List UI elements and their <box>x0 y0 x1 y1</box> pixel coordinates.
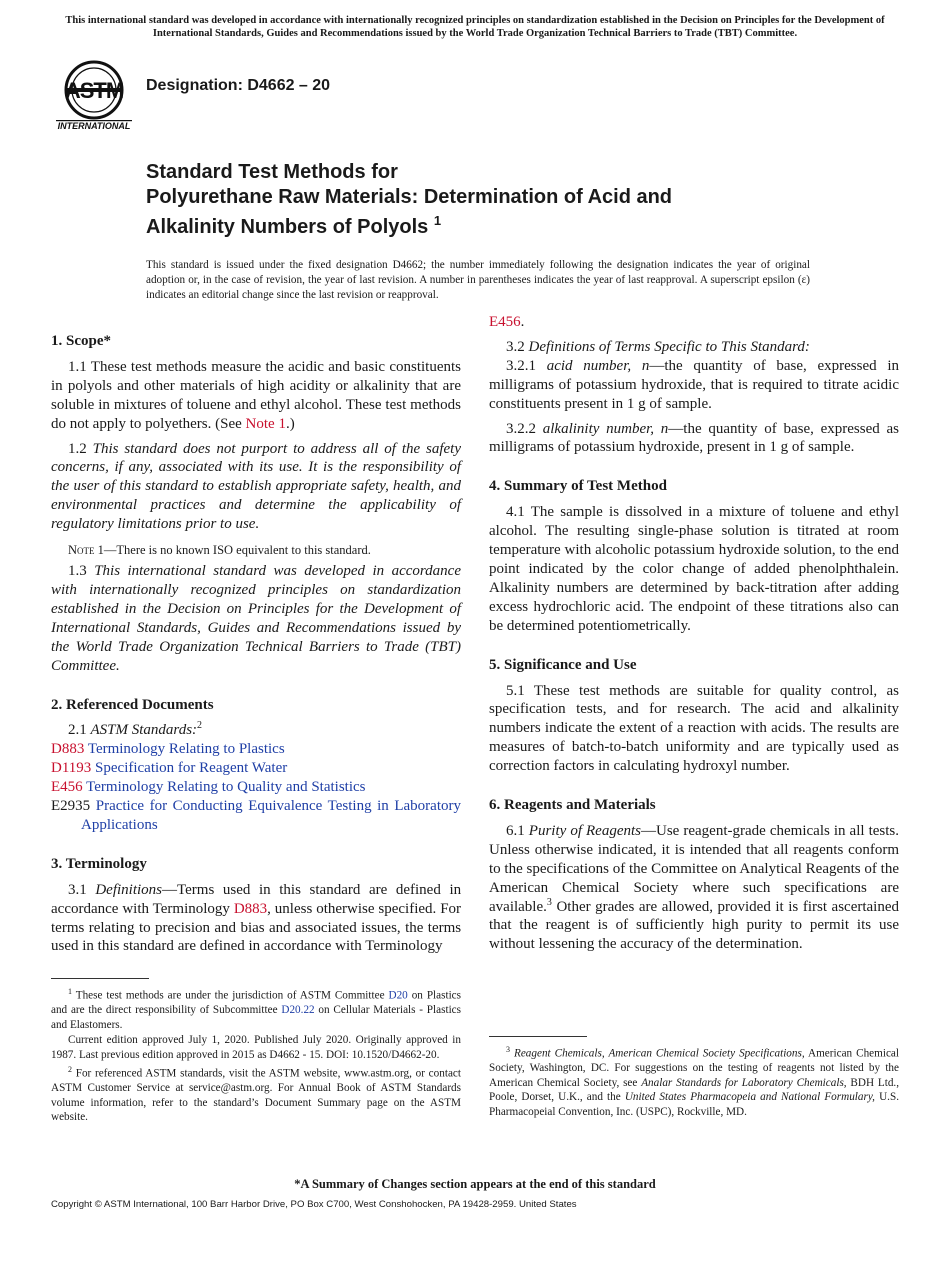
para-3-2: 3.2 Definitions of Terms Specific to This Standard: <box>506 338 810 355</box>
para-5-1: 5.1 These test methods are suitable for quality control, as specification tests, and for research. The acid and alkalinity numbers indicate the extent of a reaction with acids. The results are measures of batch-to-batch uniformity and are typically used as correction factors in calculating hydroxyl number. <box>489 682 899 775</box>
d20-link[interactable]: D20 <box>388 989 408 1002</box>
title-line-1: Standard Test Methods for <box>146 161 398 183</box>
title-footnote-mark: 1 <box>433 213 442 228</box>
footnote-rule-left <box>51 978 149 979</box>
note-1-link[interactable]: Note 1 <box>245 415 286 432</box>
document-title <box>146 160 846 240</box>
left-column <box>51 332 461 956</box>
designation: Designation: D4662 – 20 <box>146 77 331 94</box>
footnote-1: $^1$ These test methods are under the jurisdiction of ASTM Committee D20 on Plastics and are the direct responsibility of Subcommittee D20.22 on Cellular Materials - Plastics and Elastomers. <box>51 987 462 1031</box>
para-6-1: 6.1 Purity of Reagents—Use reagent-grade chemicals in all tests. Unless otherwise indicated, it is intended that all reagents conform to the specifications of the Committee on Analytical Reagents of the American Chemical Society where such specifications are available.$^3$ Other grades are allowed, provided it is first ascertained that the reagent is of sufficiently high purity to permit its use without lessening the accuracy of the determination. <box>489 822 899 953</box>
para-1-3: 1.3 This international standard was developed in accordance with internationally recognized principles on standardization established in the Decision on Principles for the Development of International Standards, Guides and Recommendations issued by the World Trade Organization Technical Barriers to Trade (TBT) Committee. <box>51 563 461 674</box>
ref-d883[interactable]: D883 Terminology Relating to Plastics <box>51 741 285 758</box>
para-1-2: 1.2 This standard does not purport to address all of the safety concerns, if any, associated with its use. It is the responsibility of the user of this standard to establish appropriate safety, health, and environmental practices and determine the applicability of regulatory limitations prior to use. <box>51 440 462 533</box>
logo-subtext: INTERNATIONAL <box>57 121 131 131</box>
section-2-heading: 2. Referenced Documents <box>51 696 214 713</box>
footnote-1-edition: Current edition approved July 1, 2020. Published July 2020. Originally approved in 1987. Last previous edition approved in 2015 as D4662 - 15. DOI: 10.1520/D4662-20. <box>51 1034 461 1061</box>
section-3-heading: 3. Terminology <box>51 855 147 872</box>
d883-link[interactable]: D883 <box>233 900 268 917</box>
section-6-heading: 6. Reagents and Materials <box>489 797 656 814</box>
para-4-1: 4.1 The sample is dissolved in a mixture of toluene and ethyl alcohol. The resulting single-phase solution is titrated at room temperature with alcoholic potassium hydroxide solution, to the end point indicated by the color change of added phenolphthalein. Alkalinity numbers are determined by back-titration after adding excess hydrochloric acid. The endpoint of these titrations also can be determined potentiometrically. <box>489 504 899 634</box>
section-4-heading: 4. Summary of Test Method <box>489 478 667 495</box>
referenced-documents-list <box>51 740 461 835</box>
para-3-1-continued: E456. <box>489 314 525 330</box>
title-line-3: Alkalinity Numbers of Polyols <box>146 216 429 238</box>
copyright: Copyright © ASTM International, 100 Barr Harbor Drive, PO Box C700, West Conshohocken, PA 19428-2959. United States <box>51 1199 577 1210</box>
footnotes-left <box>51 978 461 1126</box>
title-line-2: Polyurethane Raw Materials: Determination of Acid and <box>146 185 673 208</box>
footnotes-right <box>489 1036 899 1120</box>
section-5-heading: 5. Significance and Use <box>489 656 637 673</box>
para-3-2-2: 3.2.2 alkalinity number, n—the quantity of base, expressed as milligrams of potassium hydroxide, present in 1 g of sample. <box>489 420 899 456</box>
astm-logo <box>54 58 134 132</box>
right-column <box>489 313 899 954</box>
tbt-banner: This international standard was developed in accordance with internationally recognized principles on standardization established in the Decision on Principles for the Development of International Standards, Guides and Recommendations issued by the World Trade Organization Technical Barriers to Trade (TBT) Committee. <box>65 15 885 39</box>
note-1: Note 1—There is no known ISO equivalent to this standard. <box>68 543 371 558</box>
section-1-heading: 1. Scope* <box>51 333 111 349</box>
d20-22-link[interactable]: D20.22 <box>281 1004 315 1017</box>
para-3-2-1: 3.2.1 acid number, n—the quantity of base, expressed in milligrams of potassium hydroxide, that is required to titrate acidic constituents present in 1 g of sample. <box>489 357 900 412</box>
issued-note: This standard is issued under the fixed designation D4662; the number immediately following the designation indicates the year of original adoption or, in the case of revision, the year of last revision. A number in parentheses indicates the year of last reapproval. A superscript epsilon (ε) indicates an editorial change since the last revision or reapproval. <box>146 259 810 301</box>
footnote-3: $^3$ Reagent Chemicals, American Chemical Society Specifications, American Chemical Society, Washington, DC. For suggestions on the testing of reagents not listed by the American Chemical Society, see Analar Standards for Laboratory Chemicals, BDH Ltd., Poole, Dorset, U.K., and the United States Pharmacopeia and National Formulary, U.S. Pharmacopeial Convention, Inc. (USPC), Rockville, MD. <box>489 1045 900 1118</box>
para-2-1: 2.1 ASTM Standards:$^2$ <box>68 720 203 739</box>
ref-d1193[interactable]: D1193 Specification for Reagent Water <box>51 760 288 777</box>
para-3-1: 3.1 Definitions—Terms used in this standard are defined in accordance with Terminology D883, unless otherwise specified. For terms relating to precision and bias and associated issues, the terms used in this standard are defined in accordance with Terminology <box>51 881 462 955</box>
logo-text: ASTM <box>64 78 124 103</box>
ref-e456[interactable]: E456 Terminology Relating to Quality and Statistics <box>51 779 366 796</box>
para-1-1: 1.1 These test methods measure the acidic and basic constituents in polyols and other materials of high acidity or alkalinity that are soluble in mixtures of toluene and ethyl alcohol. These test methods do not apply to polyethers. (See Note 1.) <box>51 358 461 432</box>
summary-of-changes-notice: *A Summary of Changes section appears at the end of this standard <box>294 1177 656 1191</box>
footnote-2: $^2$ For referenced ASTM standards, visit the ASTM website, www.astm.org, or contact ASTM Customer Service at service@astm.org. For Annual Book of ASTM Standards volume information, refer to the standard’s Document Summary page on the ASTM website. <box>51 1065 461 1124</box>
ref-e2935[interactable]: E2935 Practice for Conducting Equivalence Testing in Laboratory Applications <box>51 798 461 833</box>
footnote-rule-right <box>489 1036 587 1037</box>
